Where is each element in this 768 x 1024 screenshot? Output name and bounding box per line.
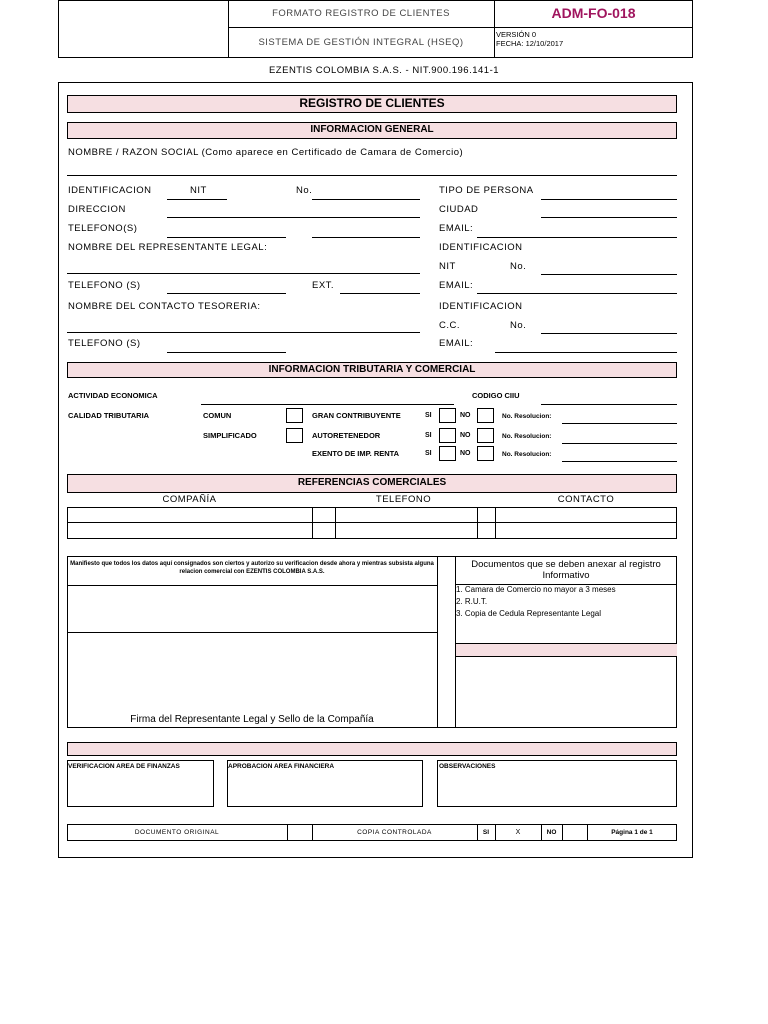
resolucion-label-1: No. Resolucion: (502, 413, 552, 420)
no-label-3: NO (460, 450, 471, 457)
signature-caption: Firma del Representante Legal y Sello de la Compañía (130, 714, 374, 725)
declaration-text: Manifiesto que todos los datos aquí consignados son ciertos y autorizo su verificacion desde ahora y mientras subsista alguna relacion comercial con EZENTIS COLOMBIA S.A.S. (70, 561, 434, 575)
no3-label: No. (510, 320, 527, 331)
nit2-label: NIT (439, 261, 456, 272)
referencias-heading: REFERENCIAS COMERCIALES (67, 474, 677, 493)
simplificado-checkbox[interactable] (286, 428, 303, 443)
date: FECHA: 12/10/2017 (496, 39, 564, 48)
telefonos-label: TELEFONO(S) (68, 223, 138, 234)
approval-bar (67, 742, 677, 756)
no-label-1: NO (460, 412, 471, 419)
codigo-ciiu-label: CODIGO CIIU (472, 391, 520, 400)
telefono-field-2[interactable] (312, 237, 420, 238)
identificacion-label: IDENTIFICACION (68, 185, 152, 196)
id-number-field[interactable] (312, 199, 420, 200)
document-item-3: 3. Copia de Cedula Representante Legal (456, 609, 601, 618)
contacto-field[interactable] (67, 332, 420, 333)
rep-id-field[interactable] (541, 274, 677, 275)
general-heading: INFORMACION GENERAL (67, 122, 677, 139)
company-name: EZENTIS COLOMBIA S.A.S. - NIT.900.196.141-1 (268, 65, 500, 76)
footer-no: NO (546, 829, 557, 836)
exento-si-checkbox[interactable] (439, 446, 456, 461)
rep-email-field[interactable] (477, 293, 677, 294)
gran-contribuyente-si-checkbox[interactable] (439, 408, 456, 423)
format-title: FORMATO REGISTRO DE CLIENTES (272, 8, 450, 19)
ext-label: EXT. (312, 280, 335, 291)
ciudad-label: CIUDAD (439, 204, 479, 215)
no2-label: No. (510, 261, 527, 272)
header-row-line (228, 27, 693, 28)
direccion-field[interactable] (167, 217, 420, 218)
col-phone: TELEFONO (375, 494, 432, 505)
footer-col-1 (287, 824, 288, 841)
ref-row-1[interactable] (68, 508, 676, 522)
resolucion-field-3[interactable] (562, 461, 677, 462)
gran-contribuyente-label: GRAN CONTRIBUYENTE (312, 411, 401, 420)
cc-label: C.C. (439, 320, 460, 331)
rep-legal-field[interactable] (67, 273, 420, 274)
codigo-ciiu-field[interactable] (541, 404, 677, 405)
email-field[interactable] (477, 237, 677, 238)
direccion-label: DIRECCION (68, 204, 126, 215)
exento-label: EXENTO DE IMP. RENTA (312, 449, 400, 458)
documents-divider (455, 556, 456, 728)
resolucion-field-1[interactable] (562, 423, 677, 424)
autoretenedor-no-checkbox[interactable] (477, 428, 494, 443)
system-name: SISTEMA DE GESTIÓN INTEGRAL (HSEQ) (258, 37, 464, 48)
form-title: REGISTRO DE CLIENTES (67, 95, 677, 113)
rep-legal-label: NOMBRE DEL REPRESENTANTE LEGAL: (68, 242, 268, 253)
exento-no-checkbox[interactable] (477, 446, 494, 461)
tributaria-heading: INFORMACION TRIBUTARIA Y COMERCIAL (67, 362, 677, 378)
nit-field[interactable] (167, 199, 227, 200)
telefono-field-1[interactable] (167, 237, 286, 238)
declaration-line (67, 585, 437, 586)
col-company: COMPAÑÍA (162, 494, 217, 505)
footer-col-6 (562, 824, 563, 841)
name-label: NOMBRE / RAZON SOCIAL (Como aparece en Certificado de Camara de Comercio) (68, 147, 464, 158)
document-item-2: 2. R.U.T. (456, 597, 488, 606)
simplificado-label: SIMPLIFICADO (203, 431, 257, 440)
version: VERSIÓN 0 (496, 30, 537, 39)
footer-original: DOCUMENTO ORIGINAL (134, 829, 220, 836)
footer-si: SI (482, 829, 490, 836)
ref-row-2[interactable] (68, 523, 676, 538)
si-label-2: SI (425, 432, 432, 439)
telefono2-label: TELEFONO (S) (68, 280, 141, 291)
nit-label: NIT (190, 185, 207, 196)
document-code: ADM-FO-018 (551, 5, 636, 21)
observaciones-label: OBSERVACIONES (439, 763, 496, 770)
autoretenedor-label: AUTORETENEDOR (312, 431, 381, 440)
tipo-persona-label: TIPO DE PERSONA (439, 185, 534, 196)
no-label: No. (296, 185, 313, 196)
contacto-telefono-field[interactable] (167, 352, 286, 353)
telefono3-label: TELEFONO (S) (68, 338, 141, 349)
rep-telefono-field[interactable] (167, 293, 286, 294)
verificacion-label: VERIFICACION AREA DE FINANZAS (68, 763, 180, 770)
comun-checkbox[interactable] (286, 408, 303, 423)
col-contact: CONTACTO (557, 494, 615, 505)
resolucion-label-3: No. Resolucion: (502, 451, 552, 458)
declaration-divider (437, 556, 438, 728)
actividad-label: ACTIVIDAD ECONOMICA (68, 391, 158, 400)
resolucion-label-2: No. Resolucion: (502, 433, 552, 440)
email3-label: EMAIL: (439, 338, 474, 349)
footer-x: X (515, 829, 521, 836)
aprobacion-label: APROBACION AREA FINANCIERA (228, 763, 335, 770)
documents-heading: Documentos que se deben anexar al registro Informativo (471, 559, 661, 581)
footer-page: Página 1 de 1 (611, 829, 653, 836)
documents-pink-bar (456, 644, 677, 657)
contacto-id-field[interactable] (541, 333, 677, 334)
gran-contribuyente-no-checkbox[interactable] (477, 408, 494, 423)
name-field[interactable] (67, 175, 677, 176)
si-label-1: SI (425, 412, 432, 419)
signature-area[interactable] (68, 633, 436, 713)
identificacion3-label: IDENTIFICACION (439, 301, 523, 312)
contacto-email-field[interactable] (495, 352, 677, 353)
footer-copia: COPIA CONTROLADA (357, 829, 432, 836)
document-item-1: 1. Camara de Comercio no mayor a 3 meses (456, 585, 616, 594)
ciudad-field[interactable] (541, 217, 677, 218)
identificacion2-label: IDENTIFICACION (439, 242, 523, 253)
email-label: EMAIL: (439, 223, 474, 234)
resolucion-field-2[interactable] (562, 443, 677, 444)
comun-label: COMUN (203, 411, 232, 420)
si-label-3: SI (425, 450, 432, 457)
tipo-persona-field[interactable] (541, 199, 677, 200)
email2-label: EMAIL: (439, 280, 474, 291)
calidad-label: CALIDAD TRIBUTARIA (68, 411, 150, 420)
no-label-2: NO (460, 432, 471, 439)
contacto-label: NOMBRE DEL CONTACTO TESORERIA: (68, 301, 261, 312)
autoretenedor-si-checkbox[interactable] (439, 428, 456, 443)
actividad-field[interactable] (201, 404, 454, 405)
ext-field[interactable] (340, 293, 420, 294)
